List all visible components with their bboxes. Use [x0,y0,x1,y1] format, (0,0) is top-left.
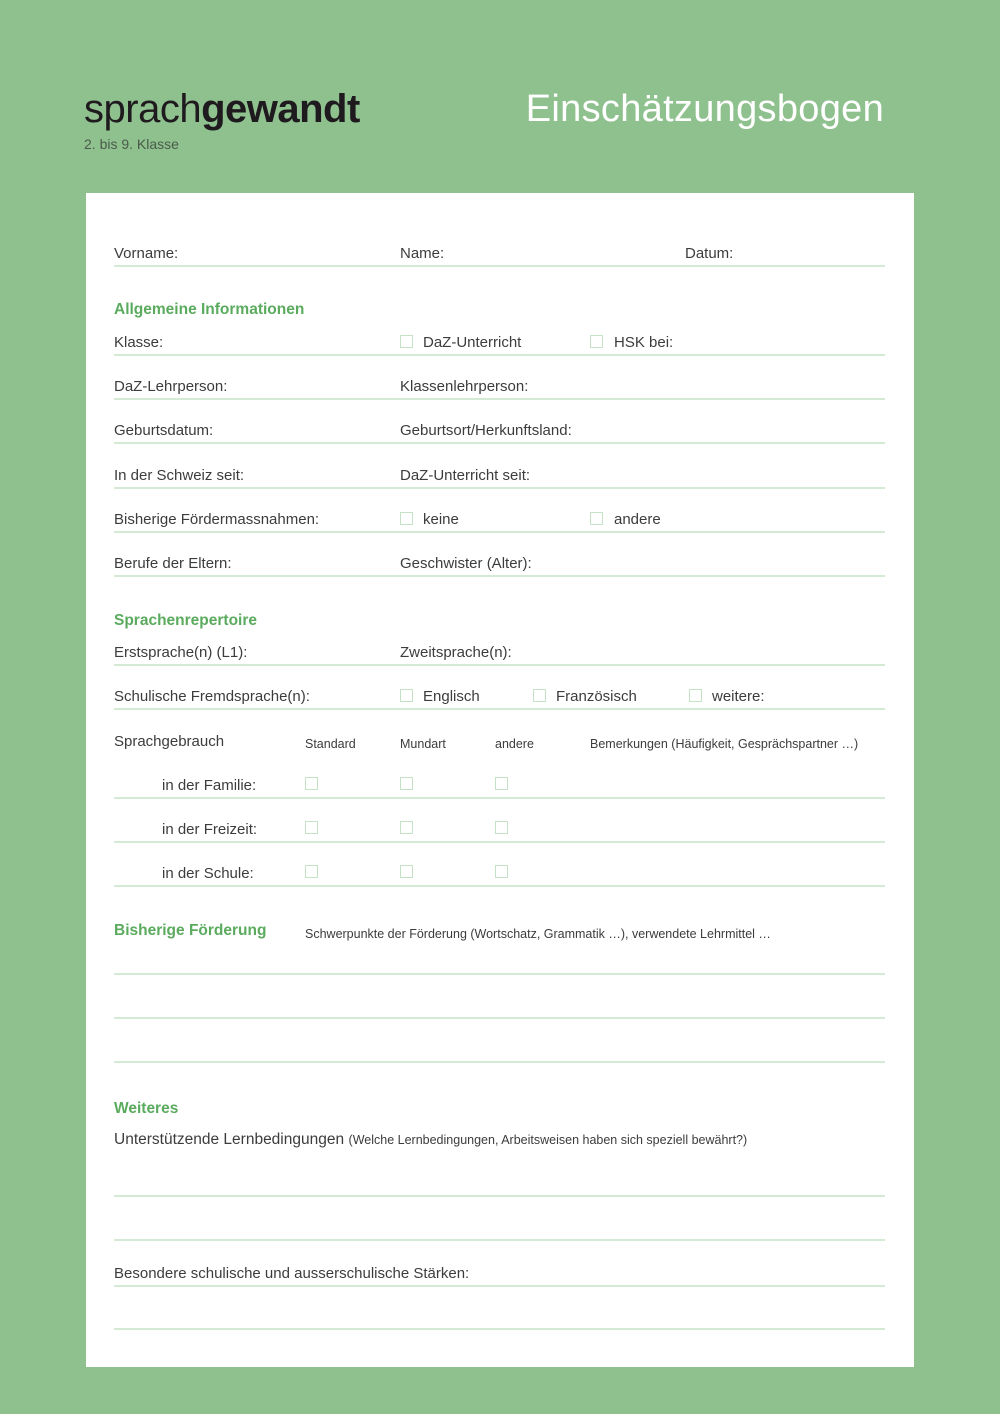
lernbedingungen-label: Unterstützende Lernbedingungen [114,1131,345,1148]
andere-checkbox[interactable] [590,512,603,525]
section-weiteres: Weiteres [114,1100,179,1117]
klassenlehrperson-label: Klassenlehrperson: [400,378,529,395]
daz-seit-label: DaZ-Unterricht seit: [400,467,531,484]
row-foerdermassnahmen[interactable] [114,511,885,533]
berufe-eltern-label: Berufe der Eltern: [114,555,232,572]
geburtsdatum-label: Geburtsdatum: [114,422,214,439]
daz-unterricht-label: DaZ-Unterricht [423,334,522,351]
hsk-checkbox[interactable] [590,335,603,348]
gebrauch-schule-label: in der Schule: [162,865,254,882]
foerderung-line-3[interactable] [114,1061,885,1063]
schule-andere-checkbox[interactable] [495,865,508,878]
section-allgemeine-informationen: Allgemeine Informationen [114,301,305,318]
staerken-label: Besondere schulische und ausserschulische Stärken: [114,1265,470,1282]
row-seit[interactable] [114,467,885,489]
foerderung-line-2[interactable] [114,1017,885,1019]
hsk-label: HSK bei: [614,334,674,351]
section-bisherige-foerderung: Bisherige Förderung [114,922,267,939]
lernbedingungen-prompt [114,1131,747,1149]
erstsprache-label: Erstsprache(n) (L1): [114,644,248,661]
geburtsort-label: Geburtsort/Herkunftsland: [400,422,572,439]
brand-name-bold: gewandt [201,87,360,131]
englisch-label: Englisch [423,688,480,705]
row-klasse[interactable] [114,334,885,356]
brand-name [84,84,360,134]
andere-label: andere [614,511,661,528]
staerken-line-2[interactable] [114,1328,885,1330]
section-sprachenrepertoire: Sprachenrepertoire [114,612,257,629]
column-mundart: Mundart [400,737,446,751]
freizeit-andere-checkbox[interactable] [495,821,508,834]
lernbedingungen-line-1[interactable] [114,1195,885,1197]
freizeit-standard-checkbox[interactable] [305,821,318,834]
schule-mundart-checkbox[interactable] [400,865,413,878]
englisch-checkbox[interactable] [400,689,413,702]
row-familie[interactable] [114,555,885,577]
foerderung-hint: Schwerpunkte der Förderung (Wortschatz, Grammatik …), verwendete Lehrmittel … [305,927,771,941]
brand-name-light: sprach [84,87,202,131]
column-andere: andere [495,737,534,751]
lernbedingungen-hint: (Welche Lernbedingungen, Arbeitsweisen haben sich speziell bewährt?) [348,1133,748,1147]
row-geburt[interactable] [114,422,885,444]
row-fremdsprachen[interactable] [114,688,885,710]
brand-subtitle: 2. bis 9. Klasse [84,136,179,152]
keine-label: keine [423,511,459,528]
familie-andere-checkbox[interactable] [495,777,508,790]
column-standard: Standard [305,737,356,751]
familie-standard-checkbox[interactable] [305,777,318,790]
brand-logo [84,84,360,152]
foerderung-line-1[interactable] [114,973,885,975]
gebrauch-freizeit-label: in der Freizeit: [162,821,258,838]
row-name-date[interactable] [114,245,885,267]
row-staerken[interactable] [114,1265,885,1287]
schweiz-seit-label: In der Schweiz seit: [114,467,245,484]
franzoesisch-checkbox[interactable] [533,689,546,702]
keine-checkbox[interactable] [400,512,413,525]
franzoesisch-label: Französisch [556,688,637,705]
sprachgebrauch-header [114,733,885,753]
daz-unterricht-checkbox[interactable] [400,335,413,348]
row-lehrpersonen[interactable] [114,378,885,400]
familie-mundart-checkbox[interactable] [400,777,413,790]
schule-standard-checkbox[interactable] [305,865,318,878]
zweitsprache-label: Zweitsprache(n): [400,644,512,661]
lernbedingungen-line-2[interactable] [114,1239,885,1241]
klasse-label: Klasse: [114,334,164,351]
datum-label: Datum: [685,245,734,262]
geschwister-label: Geschwister (Alter): [400,555,532,572]
form-sheet [86,193,914,1367]
row-sprachen[interactable] [114,644,885,666]
sprachgebrauch-label: Sprachgebrauch [114,733,225,750]
foerdermassnahmen-label: Bisherige Fördermassnahmen: [114,511,320,528]
weitere-checkbox[interactable] [689,689,702,702]
weitere-label: weitere: [712,688,765,705]
row-gebrauch-familie[interactable] [114,777,885,799]
row-gebrauch-schule[interactable] [114,865,885,887]
name-label: Name: [400,245,445,262]
document-title: Einschätzungsbogen [525,88,884,130]
fremdsprachen-label: Schulische Fremdsprache(n): [114,688,310,705]
vorname-label: Vorname: [114,245,179,262]
column-bemerkungen: Bemerkungen (Häufigkeit, Gesprächspartner …) [590,737,859,751]
daz-lehrperson-label: DaZ-Lehrperson: [114,378,228,395]
row-gebrauch-freizeit[interactable] [114,821,885,843]
freizeit-mundart-checkbox[interactable] [400,821,413,834]
gebrauch-familie-label: in der Familie: [162,777,257,794]
